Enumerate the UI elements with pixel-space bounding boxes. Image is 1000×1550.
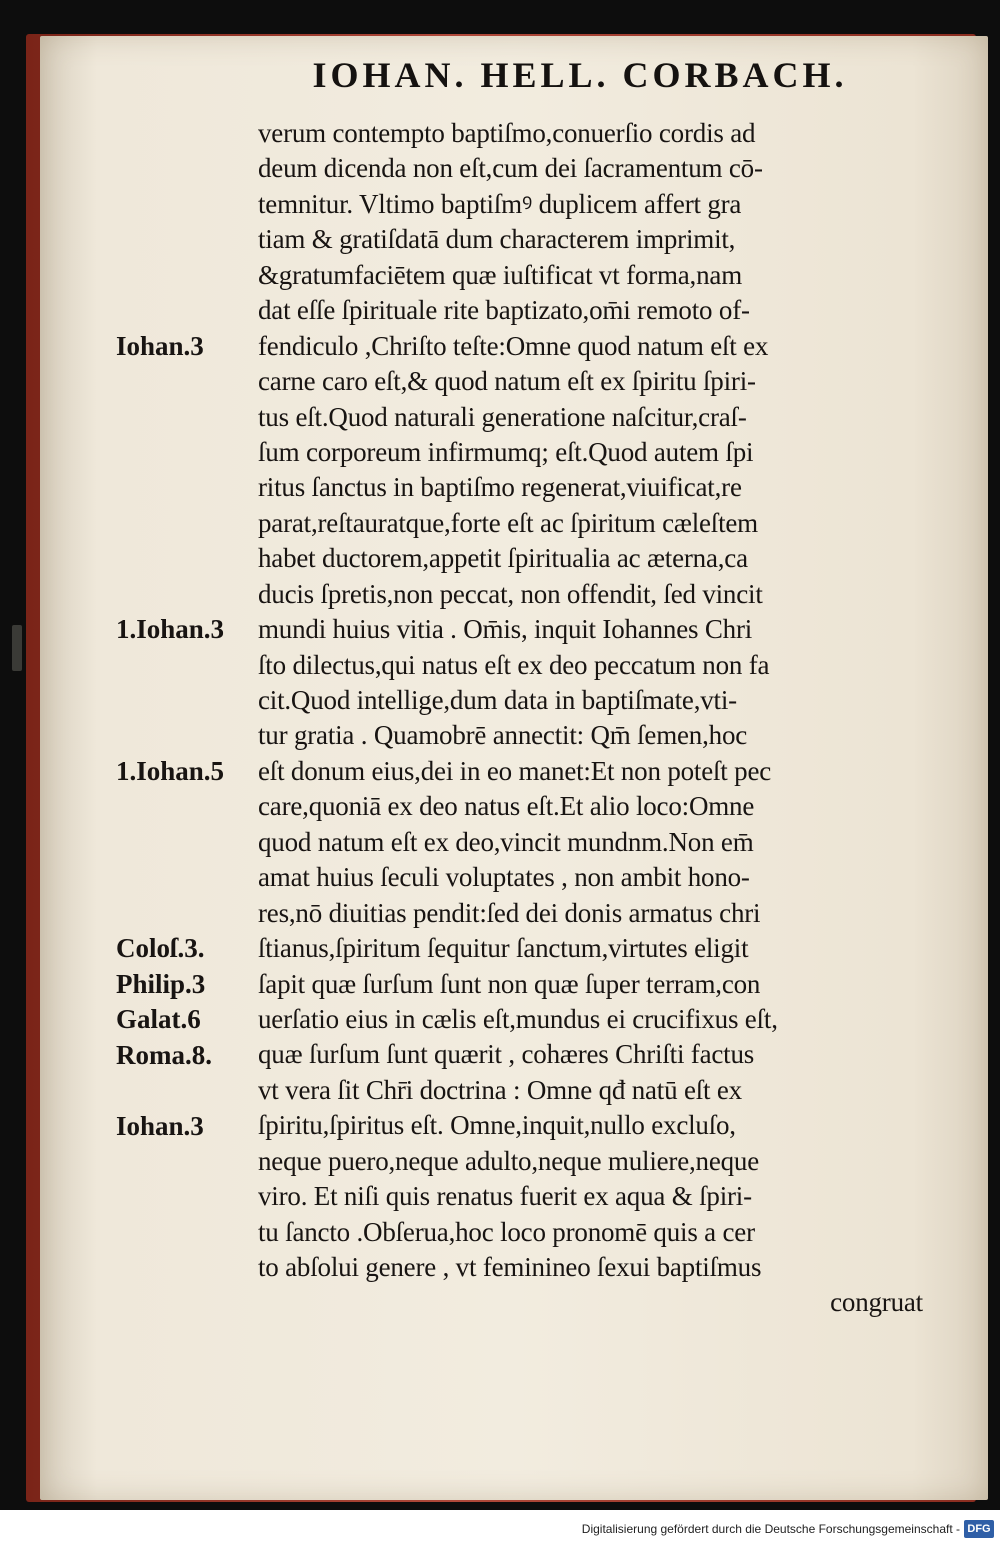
text-line: eſt donum eius,dei in eo manet:Et non poteſt pec	[258, 755, 772, 786]
text-line: tur gratia . Quamobrē annectit: Qm̄ ſemen,hoc	[258, 720, 748, 751]
text-line: vt vera ſit Chr̄i doctrina : Omne qđ natū eſt ex	[258, 1074, 742, 1105]
margin-note: Iohan.3	[116, 1110, 204, 1141]
margin-note: Roma.8.	[116, 1039, 212, 1070]
text-line: parat,reſtauratque,forte eſt ac ſpiritum cæleſtem	[258, 507, 758, 538]
text-line: amat huius ſeculi voluptates , non ambit hono-	[258, 862, 750, 893]
text-line: habet ductorem,appetit ſpiritualia ac æterna,ca	[258, 543, 748, 574]
text-line: temnitur. Vltimo baptiſmꝰ duplicem affert gra	[258, 188, 742, 219]
text-line: carne caro eſt,& quod natum eſt ex ſpiritu ſpiri-	[258, 366, 756, 397]
footer-credit: Digitalisierung gefördert durch die Deutsche Forschungsgemeinschaft -	[581, 1522, 960, 1536]
text-body	[258, 116, 923, 1321]
margin-note: Philip.3	[116, 968, 206, 999]
text-line: ſpiritu,ſpiritus eſt. Omne,inquit,nullo excluſo,	[258, 1110, 736, 1141]
text-line: ſto dilectus,qui natus eſt ex deo peccatum non fa	[258, 649, 770, 680]
text-line: ſum corporeum infirmumq; eſt.Quod autem ſpi	[258, 436, 754, 467]
text-line: ritus ſanctus in baptiſmo regenerat,viuificat,re	[258, 472, 742, 503]
margin-note: 1.Iohan.5	[116, 756, 225, 787]
text-line: to abſolui genere , vt feminineo ſexui baptiſmus	[258, 1252, 762, 1282]
margin-note: 1.Iohan.3	[116, 614, 225, 645]
text-line: deum dicenda non eſt,cum dei ſacramentum cō-	[258, 153, 763, 184]
text-line: congruat	[830, 1287, 923, 1318]
text-line: viro. Et niſi quis renatus fuerit ex aqua & ſpiri-	[258, 1181, 752, 1212]
text-line: tus eſt.Quod naturali generatione naſcitur,craſ-	[258, 401, 747, 432]
digitization-footer	[0, 1510, 1000, 1550]
text-line: mundi huius vitia . Om̄is, inquit Iohannes Chri	[258, 614, 753, 645]
text-line: ſapit quæ ſurſum ſunt non quæ ſuper terram,con	[258, 968, 761, 999]
text-line: fendiculo ,Chriſto teſte:Omne quod natum eſt ex	[258, 330, 769, 361]
text-line: res,nō diuitias pendit:ſed dei donis armatus chri	[258, 897, 761, 928]
text-line: neque puero,neque adulto,neque muliere,neque	[258, 1145, 759, 1176]
text-line: uerſatio eius in cælis eſt,mundus ei crucifixus eſt,	[258, 1003, 778, 1034]
binding-clasp	[12, 625, 22, 671]
text-line: &gratumfaciētem quæ iuſtificat vt forma,nam	[258, 259, 742, 290]
dfg-logo: DFG	[964, 1520, 994, 1538]
text-line: quæ ſurſum ſunt quærit , cohæres Chriſti factus	[258, 1039, 755, 1070]
text-line: care,quoniā ex deo natus eſt.Et alio loco:Omne	[258, 791, 755, 822]
margin-note: Coloſ.3.	[116, 933, 205, 964]
text-line: cit.Quod intellige,dum data in baptiſmate,vti-	[258, 685, 737, 715]
margin-note: Galat.6	[116, 1004, 201, 1035]
text-line: quod natum eſt ex deo,vincit mundnm.Non em̄	[258, 826, 754, 857]
text-line: tiam & gratiſdatā dum characterem imprimit,	[258, 224, 736, 255]
text-line: ducis ſpretis,non peccat, non offendit, ſed vincit	[258, 578, 763, 609]
margin-note: Iohan.3	[116, 330, 204, 361]
text-line: verum contempto baptiſmo,conuerſio cordis ad	[258, 118, 756, 148]
text-line: ſtianus,ſpiritum ſequitur ſanctum,virtutes eligit	[258, 933, 749, 964]
running-head: IOHAN. HELL. CORBACH.	[312, 55, 848, 95]
text-line: tu ſancto .Obſerua,hoc loco pronomē quis a cer	[258, 1216, 755, 1247]
text-line: dat eſſe ſpirituale rite baptizato,om̄i remoto of-	[258, 295, 750, 326]
